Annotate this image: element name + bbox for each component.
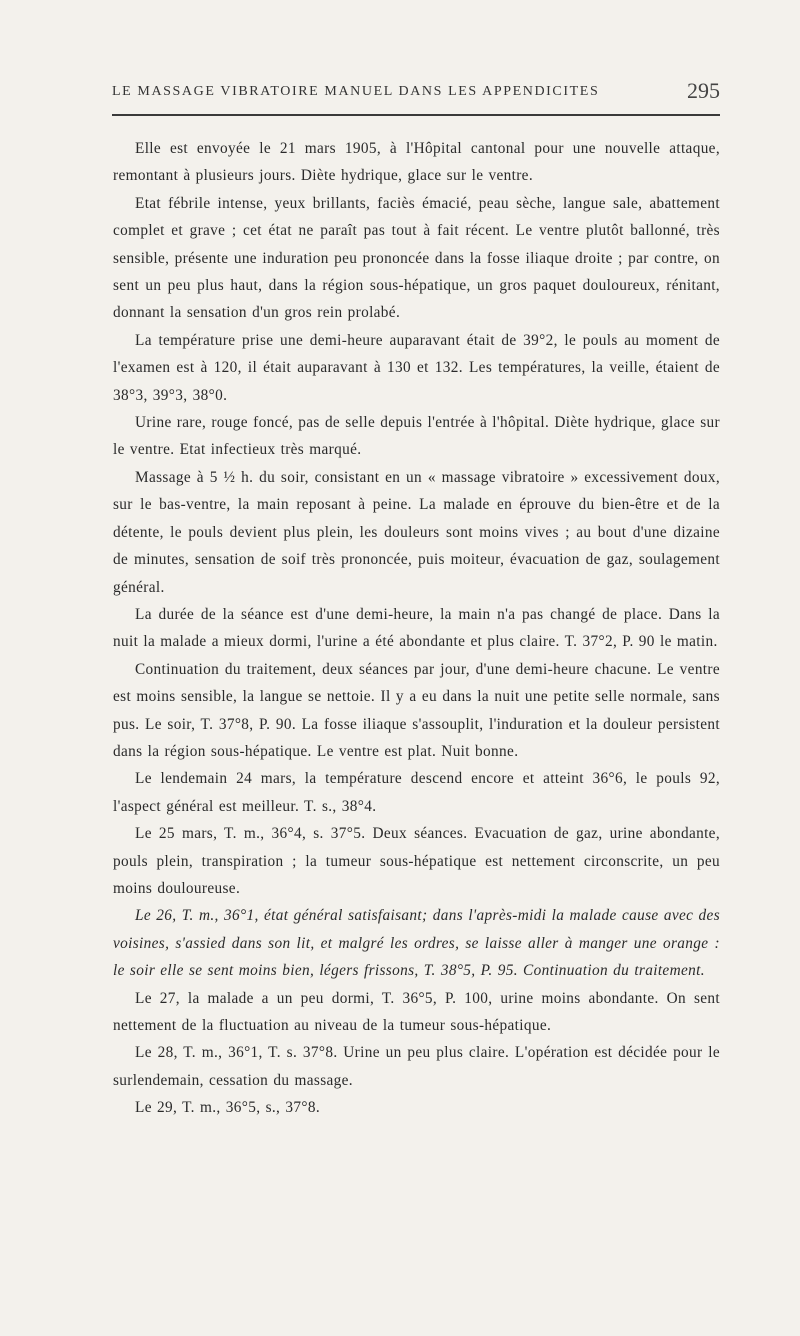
paragraph: Le 26, T. m., 36°1, état général satisfaisant; dans l'après-midi la malade cause avec des voisines, s'assied dans son lit, et malgré les ordres, se laisse aller à manger une orange : le soir elle se sent moins bien, légers frissons, T. 38°5, P. 95. Continuation du traitement.	[113, 907, 720, 980]
page-number: 295	[687, 78, 720, 103]
paragraph: Etat fébrile intense, yeux brillants, faciès émacié, peau sèche, langue sale, abattement complet et grave ; cet état ne paraît pas tout à fait récent. Le ventre plutôt ballonné, très sensible, présente une induration peu prononcée dans la fosse iliaque droite ; par contre, on sent un peu plus haut, dans la région sous-hépatique, un gros paquet douloureux, rénitant, donnant la sensation d'un gros rein prolabé.	[113, 194, 720, 322]
paragraph: Le 25 mars, T. m., 36°4, s. 37°5. Deux séances. Evacuation de gaz, urine abondante, pouls plein, transpiration ; la tumeur sous-hépatique est nettement circonscrite, un peu moins douloureuse.	[113, 825, 720, 897]
paragraph: Continuation du traitement, deux séances par jour, d'une demi-heure chacune. Le ventre est moins sensible, la langue se nettoie. Il y a eu dans la nuit une petite selle normale, sans pus. Le soir, T. 37°8, P. 90. La fosse iliaque s'assouplit, l'induration et la douleur persistent dans la région sous-hépatique. Le ventre est plat. Nuit bonne.	[113, 660, 720, 760]
body-text	[113, 135, 720, 1122]
paragraph: Massage à 5 ½ h. du soir, consistant en un « massage vibratoire » excessivement doux, sur le bas-ventre, la main reposant à peine. La malade en éprouve du bien-être et de la détente, le pouls devient plus plein, les douleurs sont moins vives ; au bout d'une dizaine de minutes, sensation de soif très prononcée, puis moiteur, évacuation de gaz, soulagement général.	[113, 468, 720, 596]
paragraph: La température prise une demi-heure auparavant était de 39°2, le pouls au moment de l'examen est à 120, il était auparavant à 130 et 132. Les températures, la veille, étaient de 38°3, 39°3, 38°0.	[113, 331, 720, 404]
running-head: LE MASSAGE VIBRATOIRE MANUEL DANS LES APPENDICITES	[112, 84, 600, 99]
page-header	[112, 78, 720, 116]
paragraph: Le 27, la malade a un peu dormi, T. 36°5, P. 100, urine moins abondante. On sent nettement de la fluctuation au niveau de la tumeur sous-hépatique.	[113, 989, 720, 1034]
paragraph: Le lendemain 24 mars, la température descend encore et atteint 36°6, le pouls 92, l'aspect général est meilleur. T. s., 38°4.	[113, 770, 720, 815]
paragraph: Le 28, T. m., 36°1, T. s. 37°8. Urine un peu plus claire. L'opération est décidée pour le surlendemain, cessation du massage.	[113, 1044, 720, 1089]
paragraph: Urine rare, rouge foncé, pas de selle depuis l'entrée à l'hôpital. Diète hydrique, glace sur le ventre. Etat infectieux très marqué.	[113, 414, 720, 459]
paragraph: Le 29, T. m., 36°5, s., 37°8.	[135, 1099, 321, 1117]
paragraph: Elle est envoyée le 21 mars 1905, à l'Hôpital cantonal pour une nouvelle attaque, remontant à plusieurs jours. Diète hydrique, glace sur le ventre.	[113, 140, 720, 185]
paragraph: La durée de la séance est d'une demi-heure, la main n'a pas changé de place. Dans la nuit la malade a mieux dormi, l'urine a été abondante et plus claire. T. 37°2, P. 90 le matin.	[113, 605, 720, 651]
